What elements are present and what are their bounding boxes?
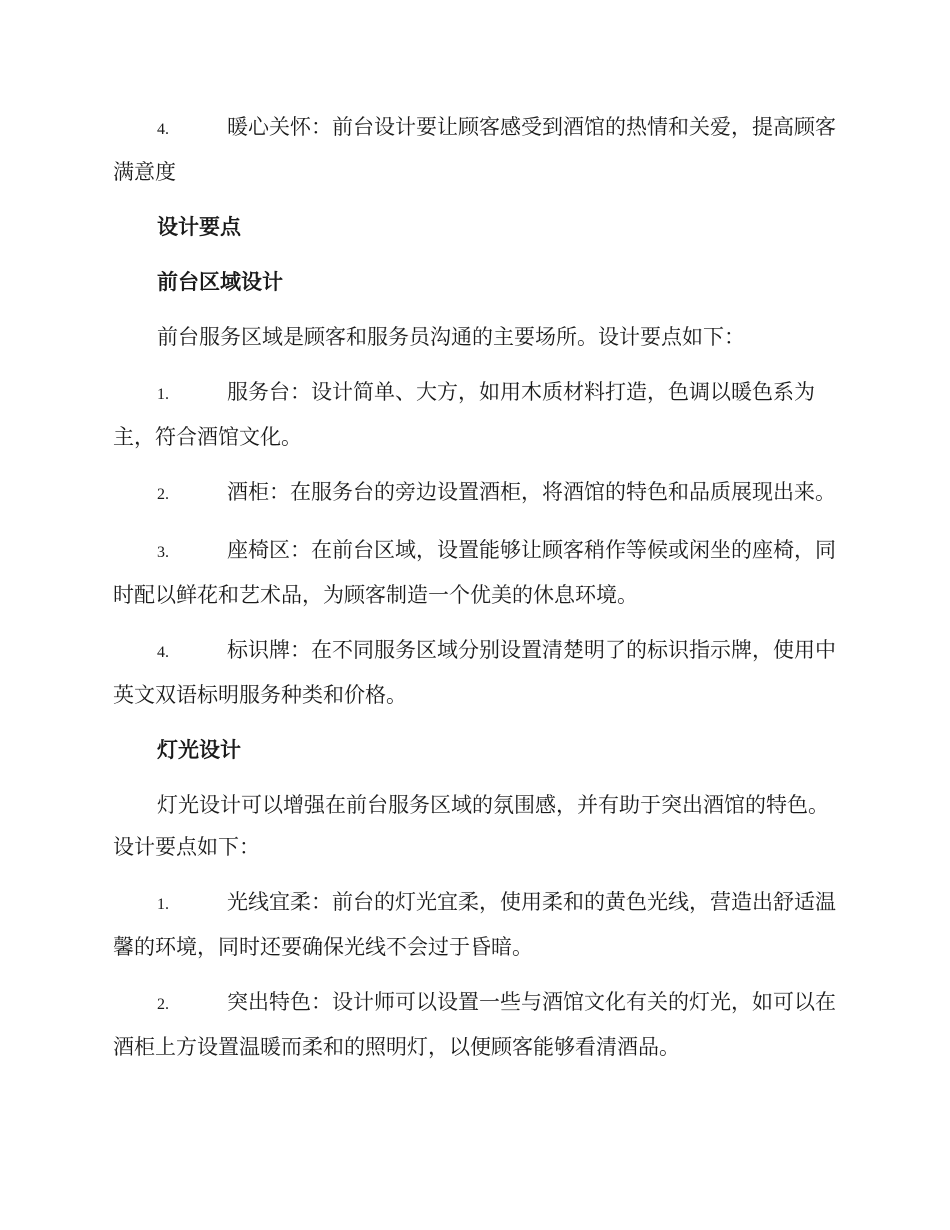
list-item xyxy=(113,371,838,458)
list-text: 暖心关怀：前台设计要让顾客感受到酒馆的热情和关爱，提高顾客满意度 xyxy=(113,115,836,184)
list-item xyxy=(113,881,838,968)
list-item xyxy=(113,629,838,716)
list-item xyxy=(113,981,838,1068)
list-text: 酒柜：在服务台的旁边设置酒柜，将酒馆的特色和品质展现出来。 xyxy=(227,480,836,504)
subsection-heading: 灯光设计 xyxy=(157,738,241,762)
subsection-heading: 前台区域设计 xyxy=(157,270,283,294)
list-number: 1. xyxy=(157,386,169,403)
list-number: 4. xyxy=(157,121,169,138)
list-item xyxy=(113,106,838,193)
list-text: 座椅区：在前台区域，设置能够让顾客稍作等候或闲坐的座椅，同时配以鲜花和艺术品，为顾客制造一个优美的休息环境。 xyxy=(113,538,836,607)
list-text: 标识牌：在不同服务区域分别设置清楚明了的标识指示牌，使用中英文双语标明服务种类和价格。 xyxy=(113,638,836,707)
list-number: 1. xyxy=(157,896,169,913)
list-number: 2. xyxy=(157,996,169,1013)
list-number: 2. xyxy=(157,486,169,503)
list-text: 服务台：设计简单、大方，如用木质材料打造，色调以暖色系为主，符合酒馆文化。 xyxy=(113,380,815,449)
list-number: 4. xyxy=(157,644,169,661)
section-heading: 设计要点 xyxy=(157,215,241,239)
paragraph: 灯光设计可以增强在前台服务区域的氛围感，并有助于突出酒馆的特色。设计要点如下： xyxy=(113,793,829,859)
document-page xyxy=(113,106,838,1068)
list-item xyxy=(113,529,838,616)
list-number: 3. xyxy=(157,544,169,561)
list-text: 突出特色：设计师可以设置一些与酒馆文化有关的灯光，如可以在酒柜上方设置温暖而柔和的照明灯，以便顾客能够看清酒品。 xyxy=(113,990,836,1059)
list-text: 光线宜柔：前台的灯光宜柔，使用柔和的黄色光线，营造出舒适温馨的环境，同时还要确保光线不会过于昏暗。 xyxy=(113,890,836,959)
paragraph: 前台服务区域是顾客和服务员沟通的主要场所。设计要点如下： xyxy=(157,325,745,349)
list-item xyxy=(113,471,838,516)
